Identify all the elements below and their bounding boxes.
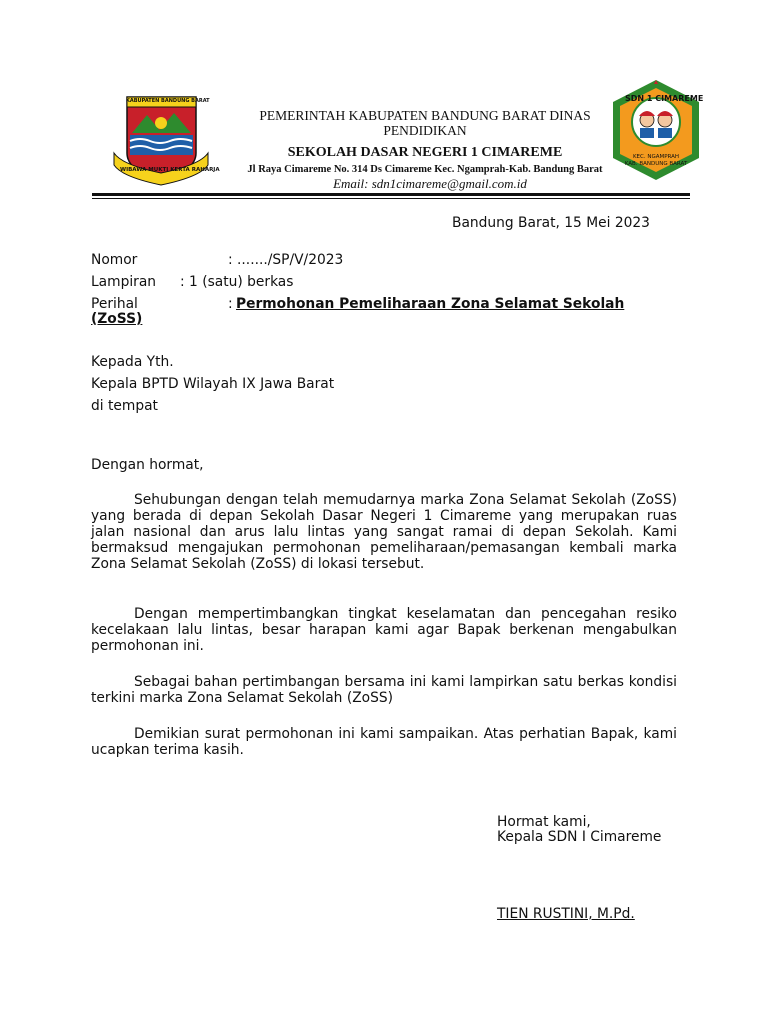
recipient-line-3: di tempat [91, 398, 158, 414]
paragraph-3: Sebagai bahan pertimbangan bersama ini kami lampirkan satu berkas kondisi terkini marka Zona Selamat Sekolah (ZoSS) [91, 674, 677, 706]
kabupaten-logo-top-text: KABUPATEN BANDUNG BARAT [126, 98, 210, 104]
kabupaten-logo-ribbon-text: WIBAWA MUKTI KERTA RAHARJA [120, 167, 220, 173]
government-line: PEMERINTAH KABUPATEN BANDUNG BARAT DINAS PENDIDIKAN [259, 108, 591, 138]
perihal-label: Perihal [91, 296, 138, 312]
paragraph-4: Demikian surat permohonan ini kami sampaikan. Atas perhatian Bapak, kami ucapkan terima kasih. [91, 726, 677, 758]
place-date: Bandung Barat, 15 Mei 2023 [452, 215, 650, 231]
lampiran-value: : 1 (satu) berkas [180, 274, 294, 290]
letterhead-rule-thin [92, 198, 690, 199]
school-name: SEKOLAH DASAR NEGERI 1 CIMAREME [287, 145, 563, 160]
school-logo-top-text: SDN 1 CIMAREME [625, 94, 704, 103]
perihal-value-line-2: (ZoSS) [91, 311, 143, 327]
lampiran-label: Lampiran [91, 274, 157, 290]
greeting: Dengan hormat, [91, 457, 204, 473]
school-logo-bottom-text-1: KEC. NGAMPRAH [632, 154, 680, 160]
letterhead-rule-thick [92, 193, 690, 196]
perihal-value-line-1: Permohonan Pemeliharaan Zona Selamat Sekolah [236, 296, 625, 312]
school-email: Email: sdn1cimareme@gmail.com.id [333, 176, 527, 191]
school-address: Jl Raya Cimareme No. 314 Ds Cimareme Kec. Ngamprah-Kab. Bandung Barat [247, 164, 603, 175]
school-logo-bottom-text-2: KAB. BANDUNG BARAT [624, 161, 688, 167]
paragraph-2: Dengan mempertimbangkan tingkat keselamatan dan pencegahan resiko kecelakaan lalu lintas, besar harapan kami agar Bapak berkenan mengabulkan permohonan ini. [91, 606, 677, 654]
perihal-colon: : [228, 296, 233, 312]
recipient-line-2: Kepala BPTD Wilayah IX Jawa Barat [91, 376, 335, 392]
nomor-label: Nomor [91, 252, 138, 268]
paragraph-1: Sehubungan dengan telah memudarnya marka Zona Selamat Sekolah (ZoSS) yang berada di depan Sekolah Dasar Negeri 1 Cimareme yang merupakan ruas jalan nasional dan arus lalu lintas yang sangat ramai di depan Sekolah. Kami bermaksud mengajukan permohonan pemeliharaan/pemasangan kembali marka Zona Selamat Sekolah (ZoSS) di lokasi tersebut. [91, 492, 677, 572]
signer-name: TIEN RUSTINI, M.Pd. [497, 906, 635, 922]
recipient-line-1: Kepada Yth. [91, 354, 174, 370]
nomor-value: : ......./SP/V/2023 [228, 252, 344, 268]
closing-line-2: Kepala SDN I Cimareme [497, 829, 662, 845]
kabupaten-logo [112, 93, 220, 193]
closing-line-1: Hormat kami, [497, 814, 591, 830]
